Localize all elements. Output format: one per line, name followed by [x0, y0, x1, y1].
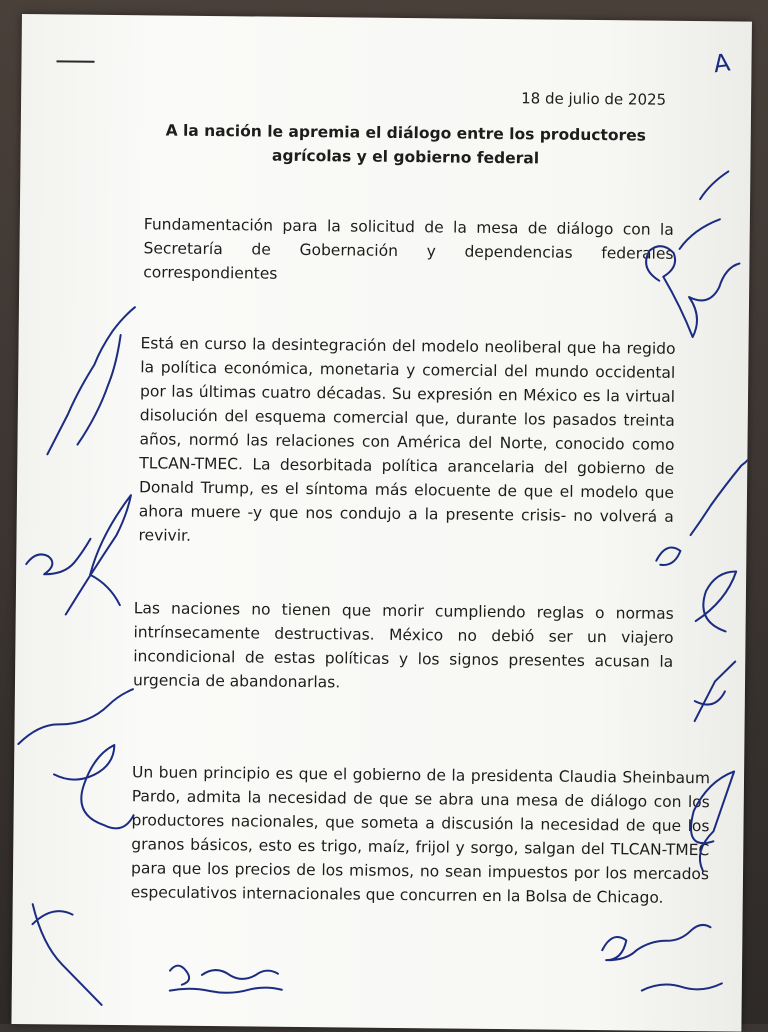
paper-sheet: [11, 14, 752, 1032]
corner-pen-mark: [56, 60, 94, 62]
page-letter-mark: A: [711, 48, 732, 79]
document-title: A la nación le apremia el diálogo entre los productores agrícolas y el gobierno federal: [165, 121, 647, 168]
document-date: 18 de julio de 2025: [521, 89, 667, 109]
paragraph-fundamentacion: Fundamentación para la solicitud de la mesa de diálogo con la Secretaría de Gobernación y dependencias federales correspondientes: [143, 215, 674, 283]
paragraph-naciones: Las naciones no tienen que morir cumpliendo reglas o normas intrínsecamente destructivas. México no debió ser un viajero incondicional de estas políticas y los signos presentes acusan la urgencia de abandonarlas.: [132, 599, 674, 692]
paragraph-neoliberal-model: Está en curso la desintegración del modelo neoliberal que ha regido la política económica, monetaria y comercial del mundo occidental por las últimas cuatro décadas. Su expresión en México es la virtual disolución del esquema comercial que, durante los pasados treinta años, normó las relaciones con América del Norte, conocido como TLCAN-TMEC. La desorbitada política arancelaria del gobierno de Donald Trump, es el síntoma más elocuente de que el modelo que ahora muere -y que nos condujo a la presente crisis- no volverá a revivir.: [138, 334, 676, 545]
paragraph-buen-principio: Un buen principio es que el gobierno de la presidenta Claudia Sheinbaum Pardo, admita la necesidad de que se abra una mesa de diálogo con los productores nacionales, que someta a discusión la necesidad de que los granos básicos, esto es trigo, maíz, frijol y sorgo, salgan del TLCAN-TMEC para que los precios de los mismos, no sean impuestos por los mercados especulativos internacionales que concurren en la Bolsa de Chicago.: [130, 763, 711, 907]
